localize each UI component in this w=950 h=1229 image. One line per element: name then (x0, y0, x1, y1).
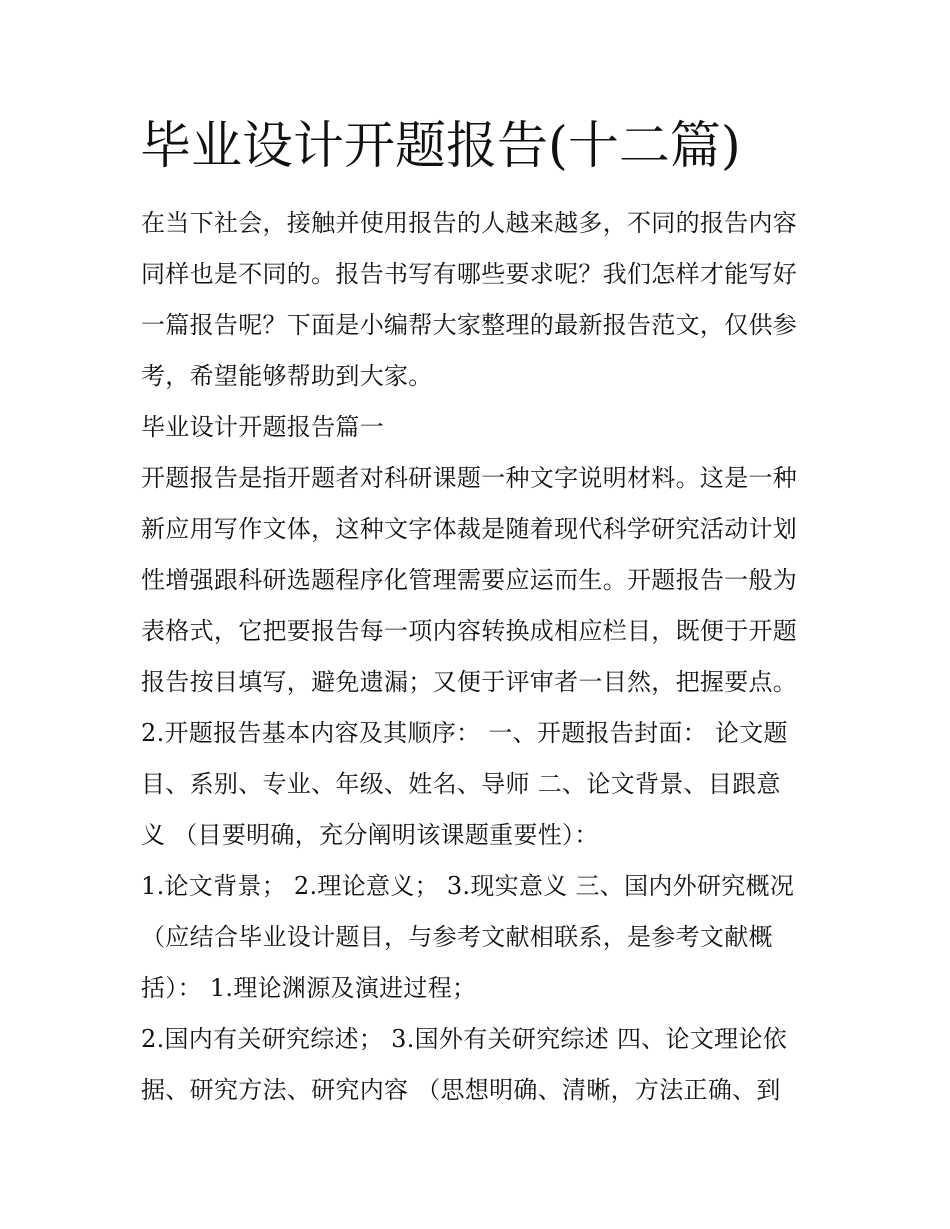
document-title: 毕业设计开题报告(十二篇) (140, 117, 741, 176)
text-line-4: 考，希望能够帮助到大家。 (141, 362, 433, 390)
section-heading-1: 毕业设计开题报告篇一 (141, 413, 384, 441)
text-line-6: 开题报告是指开题者对科研课题一种文字说明材料。这是一种 (141, 464, 798, 492)
text-line-2: 同样也是不同的。报告书写有哪些要求呢？我们怎样才能写好 (141, 260, 798, 288)
text-line-12: 目、系别、专业、年级、姓名、导师 二、论文背景、目跟意 (141, 770, 781, 798)
text-line-10: 报告按目填写，避免遗漏；又便于评审者一目然，把握要点。 (141, 668, 798, 696)
text-line-18: 据、研究方法、研究内容 （思想明确、清晰，方法正确、到 (141, 1076, 781, 1104)
text-line-3: 一篇报告呢？下面是小编帮大家整理的最新报告范文，仅供参 (141, 311, 798, 339)
text-line-17: 2.国内有关研究综述； 3.国外有关研究综述 四、论文理论依 (141, 1025, 788, 1053)
text-line-7: 新应用写作文体，这种文字体裁是随着现代科学研究活动计划 (141, 515, 798, 543)
text-line-14: 1.论文背景； 2.理论意义； 3.现实意义 三、国内外研究概况 (141, 872, 795, 900)
text-line-1: 在当下社会，接触并使用报告的人越来越多，不同的报告内容 (141, 209, 798, 237)
text-line-15: （应结合毕业设计题目，与参考文献相联系，是参考文献概 (141, 923, 773, 951)
document-body (141, 198, 821, 1116)
text-line-13: 义 （目要明确，充分阐明该课题重要性）： (141, 821, 599, 849)
text-line-9: 表格式，它把要报告每一项内容转换成相应栏目，既便于开题 (141, 617, 798, 645)
text-line-16: 括）： 1.理论渊源及演进过程； (141, 974, 477, 1002)
text-line-11: 2.开题报告基本内容及其顺序： 一、开题报告封面： 论文题 (141, 719, 788, 747)
text-line-8: 性增强跟科研选题程序化管理需要应运而生。开题报告一般为 (141, 566, 798, 594)
